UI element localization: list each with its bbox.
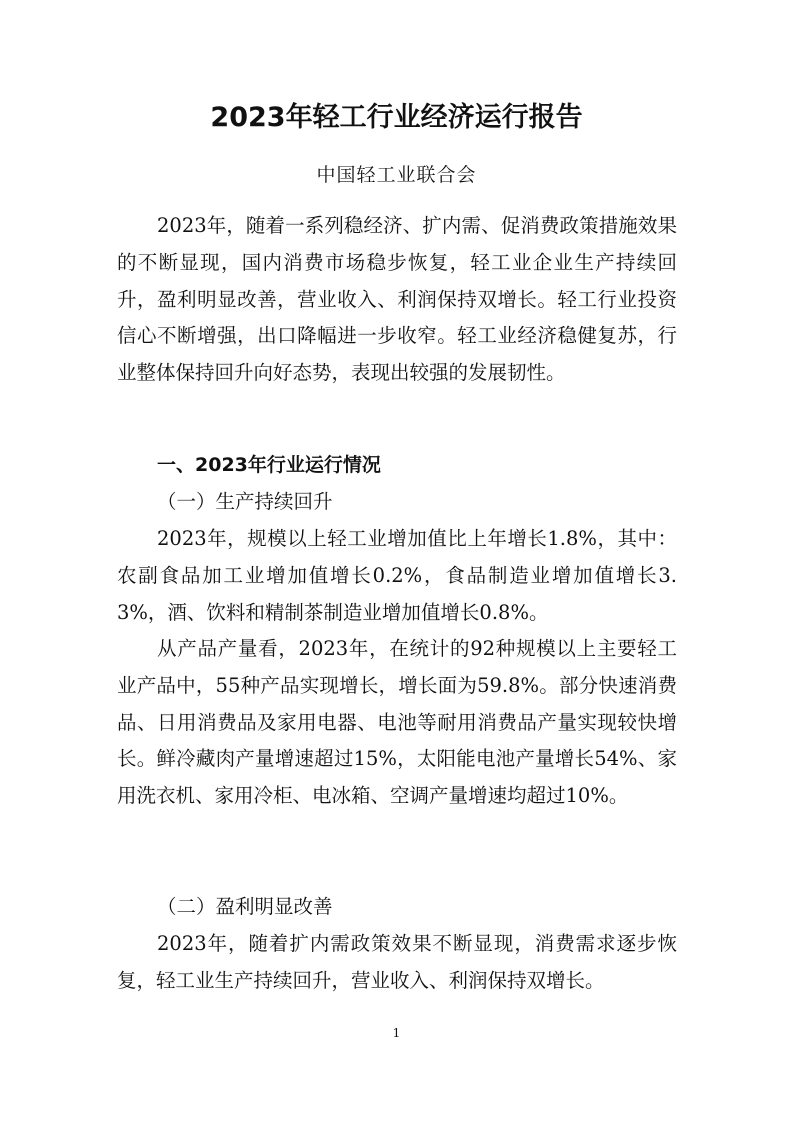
page-number: 1 [392, 1026, 401, 1040]
product-output-paragraph: 从产品产量看，2023年，在统计的92种规模以上主要轻工业产品中，55种产品实现增长，增长面为59.8%。部分快速消费品、日用消费品及家用电器、电池等耐用消费品产量实现较快增长。鲜冷藏肉产量增速超过15%，太阳能电池产量增长54%、家用洗衣机、家用冷柜、电冰箱、空调产量增速均超过10%。 [117, 637, 677, 808]
section-heading-1: 一、2023年行业运行情况 [157, 454, 381, 476]
profit-paragraph: 2023年，随着扩内需政策效果不断显现，消费需求逐步恢复，轻工业生产持续回升，营业收入、利润保持双增长。 [117, 932, 677, 992]
production-paragraph: 2023年，规模以上轻工业增加值比上年增长1.8%，其中：农副食品加工业增加值增长0.2%，食品制造业增加值增长3.3%，酒、饮料和精制茶制造业增加值增长0.8%。 [117, 527, 677, 624]
subsection-heading-1: （一）生产持续回升 [157, 490, 333, 513]
subsection-heading-2: （二）盈利明显改善 [157, 895, 333, 918]
intro-paragraph: 2023年，随着一系列稳经济、扩内需、促消费政策措施效果的不断显现，国内消费市场稳步恢复，轻工业企业生产持续回升，盈利明显改善，营业收入、利润保持双增长。轻工行业投资信心不断增强，出口降幅进一步收窄。轻工业经济稳健复苏，行业整体保持回升向好态势，表现出较强的发展韧性。 [117, 214, 677, 385]
document-title: 2023年轻工行业经济运行报告 [210, 102, 583, 133]
document-author: 中国轻工业联合会 [316, 164, 477, 186]
